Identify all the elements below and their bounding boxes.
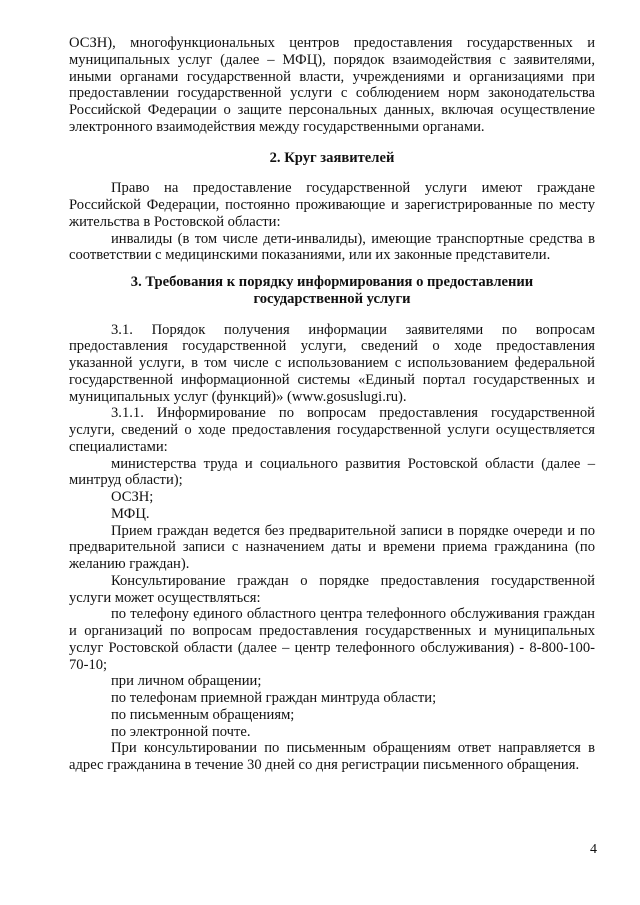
- section-2-paragraph-1: Право на предоставление государственной услуги имеют граждане Российской Федерации, постоянно проживающие и зарегистрированные по месту жительства в Ростовской области:: [69, 180, 595, 230]
- section-3-paragraph-3: министерства труда и социального развития Ростовской области (далее – минтруд области);: [69, 455, 595, 489]
- section-2-paragraph-2: инвалиды (в том числе дети-инвалиды), имеющие транспортные средства в соответствии с медицинскими показаниями, или их законные представители.: [69, 230, 595, 264]
- section-3-paragraph-4: ОСЗН;: [111, 489, 154, 505]
- section-3-heading-line-2: государственной услуги: [253, 290, 411, 307]
- page-number: 4: [590, 842, 597, 857]
- section-3-paragraph-7: Консультирование граждан о порядке предоставления государственной услуги может осуществляться:: [69, 572, 595, 606]
- section-3-paragraph-13: При консультировании по письменным обращениям ответ направляется в адрес гражданина в течение 30 дней со дня регистрации письменного обращения.: [69, 740, 595, 773]
- section-3-paragraph-8: по телефону единого областного центра телефонного обслуживания граждан и организаций по вопросам предоставления государственных и муниципальных услуг Ростовской области (далее – центр телефонного обслуживания) - 8-800-100-70-10;: [69, 606, 595, 673]
- section-3-paragraph-9: при личном обращении;: [111, 673, 262, 690]
- section-3-paragraph-5: МФЦ.: [111, 505, 150, 522]
- section-3-heading: [69, 274, 595, 308]
- intro-paragraph: ОСЗН), многофункциональных центров предоставления государственных и муниципальных услуг (далее – МФЦ), порядок взаимодействия с заявителями, иными органами государственной власти, учреждениями и организациями при предоставлении государственной услуги с соблюдением норм законодательства Российской Федерации о защите персональных данных, включая осуществление электронного взаимодействия между государственными органами.: [69, 35, 595, 135]
- section-3-paragraph-11: по письменным обращениям;: [111, 706, 295, 723]
- section-3-paragraph-6: Прием граждан ведется без предварительной записи в порядке очереди и по предварительной записи с назначением даты и времени приема гражданина (по желанию граждан).: [69, 522, 595, 572]
- section-3-paragraph-10: по телефонам приемной граждан минтруда области;: [111, 690, 437, 706]
- section-3-paragraph-2: 3.1.1. Информирование по вопросам предоставления государственной услуги, сведений о ходе предоставления государственной услуги осуществляется специалистами:: [69, 405, 595, 455]
- section-3-heading-line-1: 3. Требования к порядку информирования о предоставлении: [130, 274, 534, 290]
- section-2-heading: 2. Круг заявителей: [269, 149, 395, 166]
- section-3-paragraph-1: 3.1. Порядок получения информации заявителями по вопросам предоставления государственной услуги, сведений о ходе предоставления указанной услуги, в том числе с использованием с использованием федеральной государственной информационной системы «Единый портал государственных и муниципальных услуг (функций)» (www.gosuslugi.ru).: [69, 321, 595, 405]
- section-3-paragraph-12: по электронной почте.: [111, 723, 251, 740]
- document-body: [69, 35, 595, 774]
